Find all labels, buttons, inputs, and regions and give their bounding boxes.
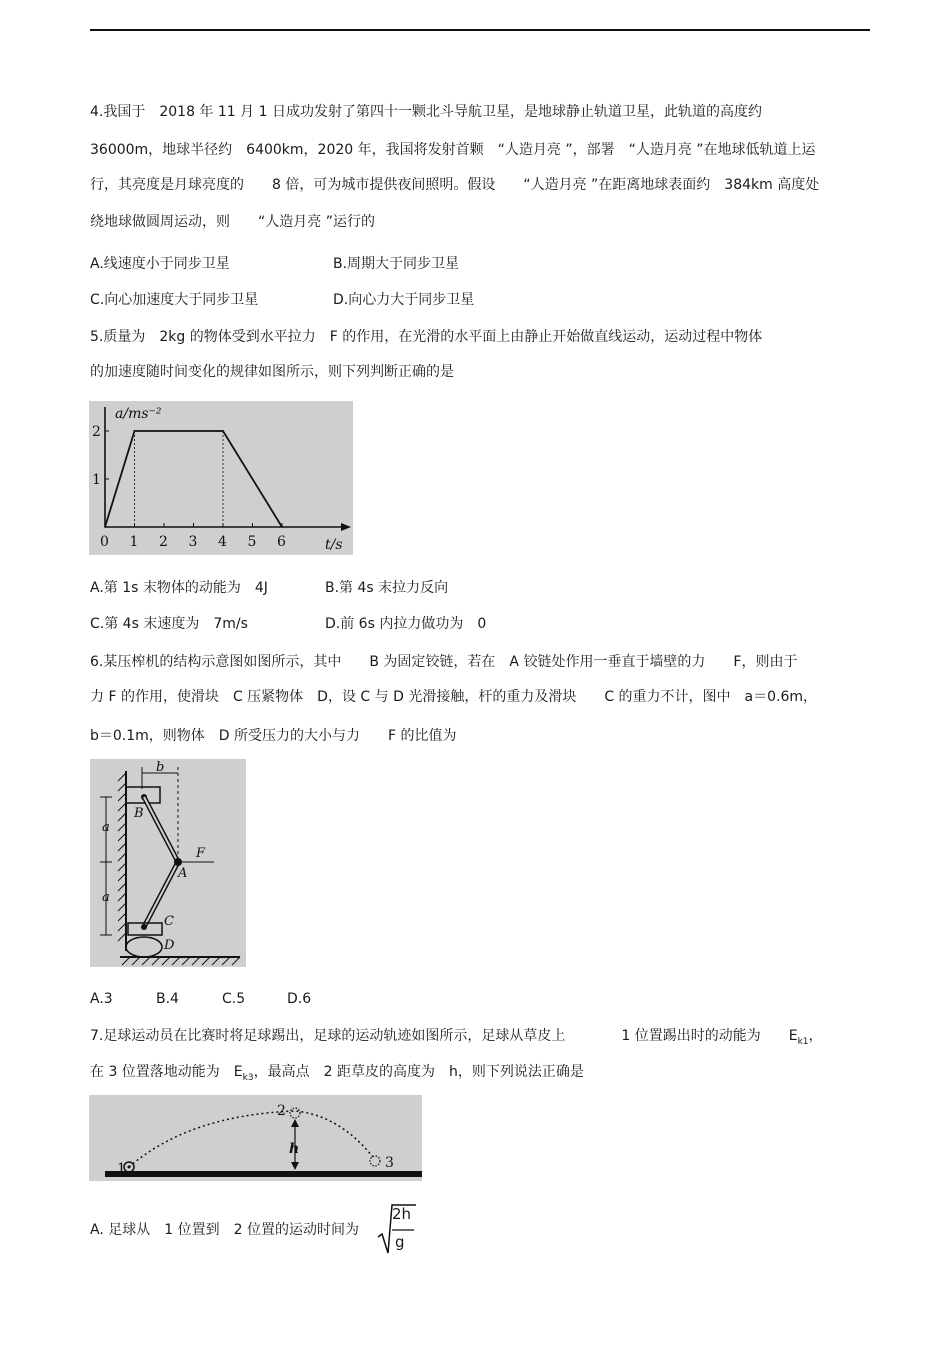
q4-option-c: C.向心加速度大于同步卫星 (90, 292, 259, 308)
q6-option-b: B.4 (156, 991, 179, 1007)
ball-position-3 (370, 1156, 380, 1166)
q6-stem-line2: 力 F 的作用，使滑块 C 压紧物体 D，设 C 与 D 光滑接触，杆的重力及滑块 C 的重力不计，图中 a＝0.6m， (90, 689, 818, 705)
q6-stem-line1: 6.某压榨机的结构示意图如图所示，其中 B 为固定铰链，若在 A 铰链处作用一垂直于墙壁的力 F，则由于 (90, 654, 798, 670)
q4-stem-line2: 36000m，地球半径约 6400km，2020 年，我国将发射首颗 “人造月亮 ”，部署 “人造月亮 ”在地球低轨道上运 (90, 142, 816, 158)
label-b: b (156, 760, 165, 775)
q7-stem-line1 (90, 1026, 823, 1052)
q7-stem-line2-b: ，最高点 2 距草皮的高度为 h，则下列说法正确是 (253, 1064, 584, 1080)
x-axis-arrow (341, 523, 351, 531)
q7-subscript-k1: k1 (797, 1036, 809, 1047)
label-B: B (134, 806, 144, 821)
x-tick-label-0: 0 (100, 534, 109, 550)
label-a-lower: a (102, 890, 110, 905)
data-point-1 (134, 430, 136, 432)
label-a-upper: a (102, 820, 110, 835)
fraction-denominator: g (395, 1233, 405, 1251)
floor-hatching (122, 957, 240, 965)
wall-hatching (118, 773, 126, 941)
series-line (105, 431, 282, 527)
hinge-c (141, 924, 147, 930)
q5-option-a: A.第 1s 末物体的动能为 4J (90, 580, 268, 596)
ground (105, 1171, 422, 1177)
object-d (126, 937, 162, 957)
q7-option-a: A. 足球从 1 位置到 2 位置的运动时间为 (90, 1222, 359, 1238)
q5-stem-line2: 的加速度随时间变化的规律如图所示，则下列判断正确的是 (90, 364, 454, 380)
press-machine-diagram (90, 759, 246, 967)
q6-option-c: C.5 (222, 991, 246, 1007)
chart-svg (89, 401, 353, 555)
x-axis-label: t/s (325, 537, 343, 553)
label-h: h (289, 1141, 300, 1157)
q7-stem-line2-a: 在 3 位置落地动能为 E (90, 1064, 243, 1080)
x-tick-label-3: 3 (188, 534, 198, 550)
y-tick-label-2: 2 (92, 424, 101, 440)
sqrt-2h-over-g (376, 1201, 416, 1257)
x-tick-label-5: 5 (247, 534, 257, 550)
y-tick-label-1: 1 (92, 472, 101, 488)
q6-stem-line3: b＝0.1m，则物体 D 所受压力的大小与力 F 的比值为 (90, 728, 457, 744)
q7-subscript-k3: k3 (242, 1072, 254, 1083)
q4-stem-line3: 行，其亮度是月球亮度的 8 倍，可为城市提供夜间照明。假设 “人造月亮 ”在距离地球表面约 384km 高度处 (90, 177, 820, 193)
label-A: A (178, 866, 188, 881)
q5-option-c: C.第 4s 末速度为 7m/s (90, 616, 248, 632)
label-C: C (164, 914, 174, 929)
q7-stem-line2 (90, 1062, 584, 1088)
q5-stem-line1: 5.质量为 2kg 的物体受到水平拉力 F 的作用，在光滑的水平面上由静止开始做直线运动，运动过程中物体 (90, 329, 763, 345)
q4-option-a: A.线速度小于同步卫星 (90, 256, 230, 272)
label-3: 3 (385, 1155, 394, 1171)
rod-ba-inner (144, 797, 178, 862)
q6-option-d: D.6 (287, 991, 312, 1007)
q5-option-d: D.前 6s 内拉力做功为 0 (325, 616, 487, 632)
x-tick-label-2: 2 (159, 534, 168, 550)
label-D: D (164, 938, 175, 953)
y-axis-label: a/ms⁻² (115, 406, 162, 422)
q7-stem-line1-end: ， (808, 1028, 823, 1044)
acceleration-time-graph (89, 401, 353, 555)
label-F: F (196, 846, 206, 861)
q6-option-a: A.3 (90, 991, 113, 1007)
x-tick-label-6: 6 (277, 534, 286, 550)
q4-option-d: D.向心力大于同步卫星 (333, 292, 475, 308)
q4-option-b: B.周期大于同步卫星 (333, 256, 460, 272)
fraction-numerator: 2h (392, 1205, 412, 1223)
data-point-2 (222, 430, 224, 432)
data-point-0 (104, 526, 106, 528)
football-trajectory-diagram (89, 1095, 422, 1181)
q4-stem-line1: 4.我国于 2018 年 11 月 1 日成功发射了第四十一颗北斗导航卫星，是地球静止轨道卫星，此轨道的高度约 (90, 104, 762, 120)
trajectory (129, 1111, 373, 1167)
x-tick-label-1: 1 (129, 534, 139, 550)
label-2: 2 (277, 1103, 286, 1119)
ball-position-2 (290, 1108, 300, 1118)
x-tick-label-4: 4 (218, 534, 227, 550)
q5-option-b: B.第 4s 末拉力反向 (325, 580, 449, 596)
label-1: 1 (117, 1161, 126, 1177)
q4-stem-line4: 绕地球做圆周运动，则 “人造月亮 ”运行的 (90, 214, 375, 230)
q7-stem-line1-text: 7.足球运动员在比赛时将足球踢出，足球的运动轨迹如图所示，足球从草皮上 1 位置踢出时的动能为 E (90, 1028, 798, 1044)
page-top-rule (90, 29, 870, 31)
